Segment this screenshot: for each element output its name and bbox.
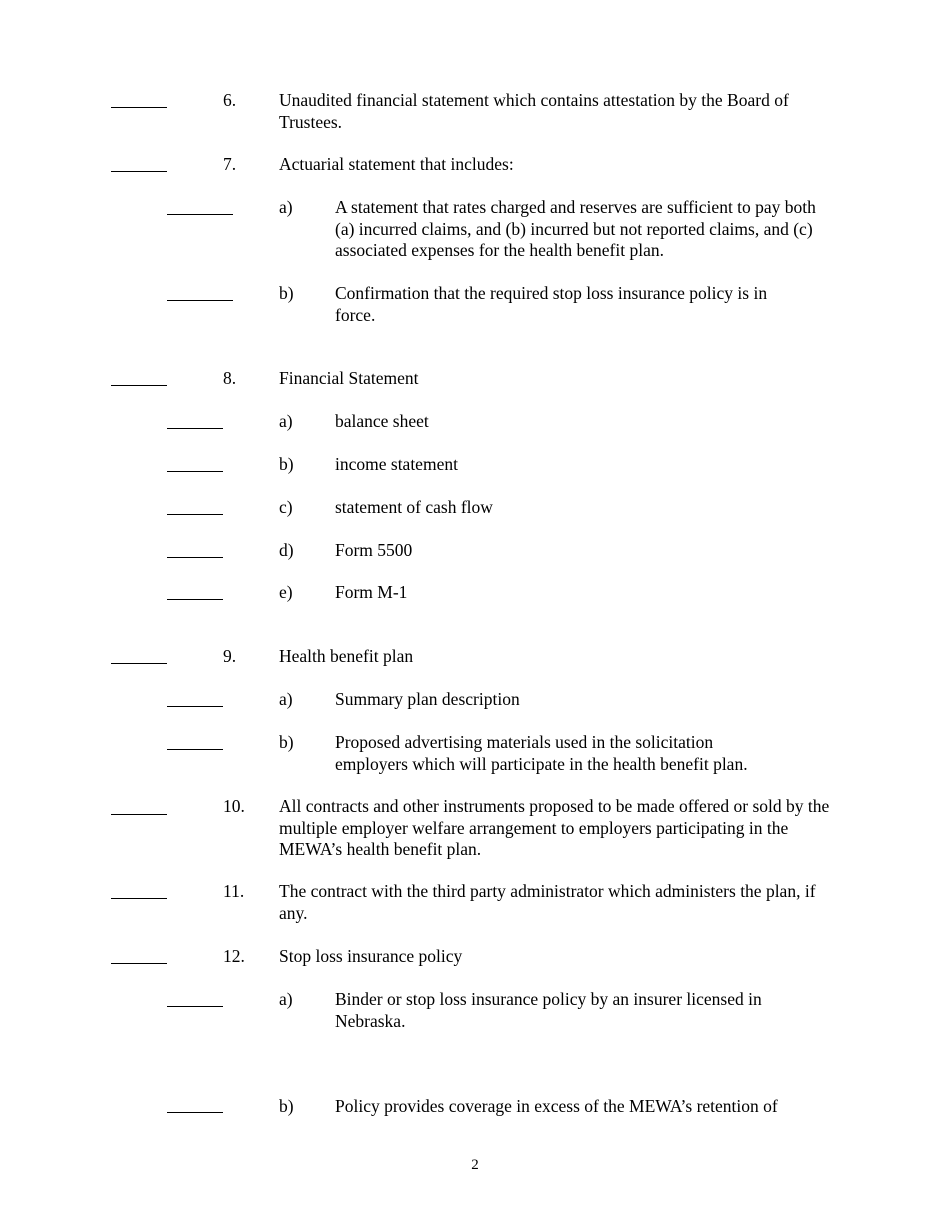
checklist-blank-10[interactable] [111,814,167,815]
item-text-6: Unaudited financial statement which contains attestation by the Board of Trustees. [279,90,789,132]
item-text-10: All contracts and other instruments proposed to be made offered or sold by the multiple employer welfare arrangement to employers participating in the MEWA’s health benefit plan. [279,796,830,859]
item-letter-8a: a) [279,411,293,431]
item-text-8a: balance sheet [335,411,429,431]
item-text-8b: income statement [335,454,458,474]
item-letter-7b: b) [279,283,294,303]
page-number: 2 [471,1157,479,1173]
checklist-blank-8e[interactable] [167,599,223,600]
item-text-12a: Binder or stop loss insurance policy by an insurer licensed in Nebraska. [335,989,762,1031]
item-letter-9b: b) [279,732,294,752]
item-text-9b: Proposed advertising materials used in the solicitation employers which will participate in the health benefit plan. [335,732,748,774]
item-number-9: 9. [223,646,237,666]
item-text-9: Health benefit plan [279,646,414,666]
item-number-7: 7. [223,154,237,174]
item-letter-7a: a) [279,197,293,217]
item-number-11: 11. [223,881,245,901]
item-text-7a: A statement that rates charged and reserves are sufficient to pay both (a) incurred claims, and (b) incurred but not reported claims, and (c) associated expenses for the health benefit plan. [335,197,816,260]
item-letter-9a: a) [279,689,293,709]
checklist-blank-6[interactable] [111,107,167,108]
item-text-8d: Form 5500 [335,540,413,560]
item-text-7: Actuarial statement that includes: [279,154,514,174]
checklist-blank-7a[interactable] [167,214,233,215]
item-number-8: 8. [223,368,237,388]
checklist-blank-12a[interactable] [167,1006,223,1007]
item-letter-8d: d) [279,540,294,560]
item-text-8e: Form M-1 [335,582,408,602]
item-text-8: Financial Statement [279,368,419,388]
checklist-blank-11[interactable] [111,898,167,899]
checklist-blank-9b[interactable] [167,749,223,750]
item-letter-12b: b) [279,1096,294,1116]
checklist-blank-8[interactable] [111,385,167,386]
checklist-blank-12[interactable] [111,963,167,964]
item-number-6: 6. [223,90,237,110]
item-text-12b: Policy provides coverage in excess of the MEWA’s retention of [335,1096,778,1116]
checklist-blank-9a[interactable] [167,706,223,707]
checklist-blank-7b[interactable] [167,300,233,301]
item-number-10: 10. [223,796,245,816]
item-text-12: Stop loss insurance policy [279,946,463,966]
checklist-blank-9[interactable] [111,663,167,664]
item-letter-8b: b) [279,454,294,474]
checklist-blank-8b[interactable] [167,471,223,472]
item-text-7b: Confirmation that the required stop loss insurance policy is in force. [335,283,768,325]
item-number-12: 12. [223,946,245,966]
item-text-8c: statement of cash flow [335,497,493,517]
item-letter-8e: e) [279,582,293,602]
item-text-11: The contract with the third party administrator which administers the plan, if any. [279,881,816,923]
item-letter-8c: c) [279,497,293,517]
item-text-9a: Summary plan description [335,689,520,709]
checklist-blank-8a[interactable] [167,428,223,429]
checklist-blank-7[interactable] [111,171,167,172]
checklist-blank-8d[interactable] [167,557,223,558]
item-letter-12a: a) [279,989,293,1009]
checklist-blank-12b[interactable] [167,1112,223,1113]
checklist-blank-8c[interactable] [167,514,223,515]
